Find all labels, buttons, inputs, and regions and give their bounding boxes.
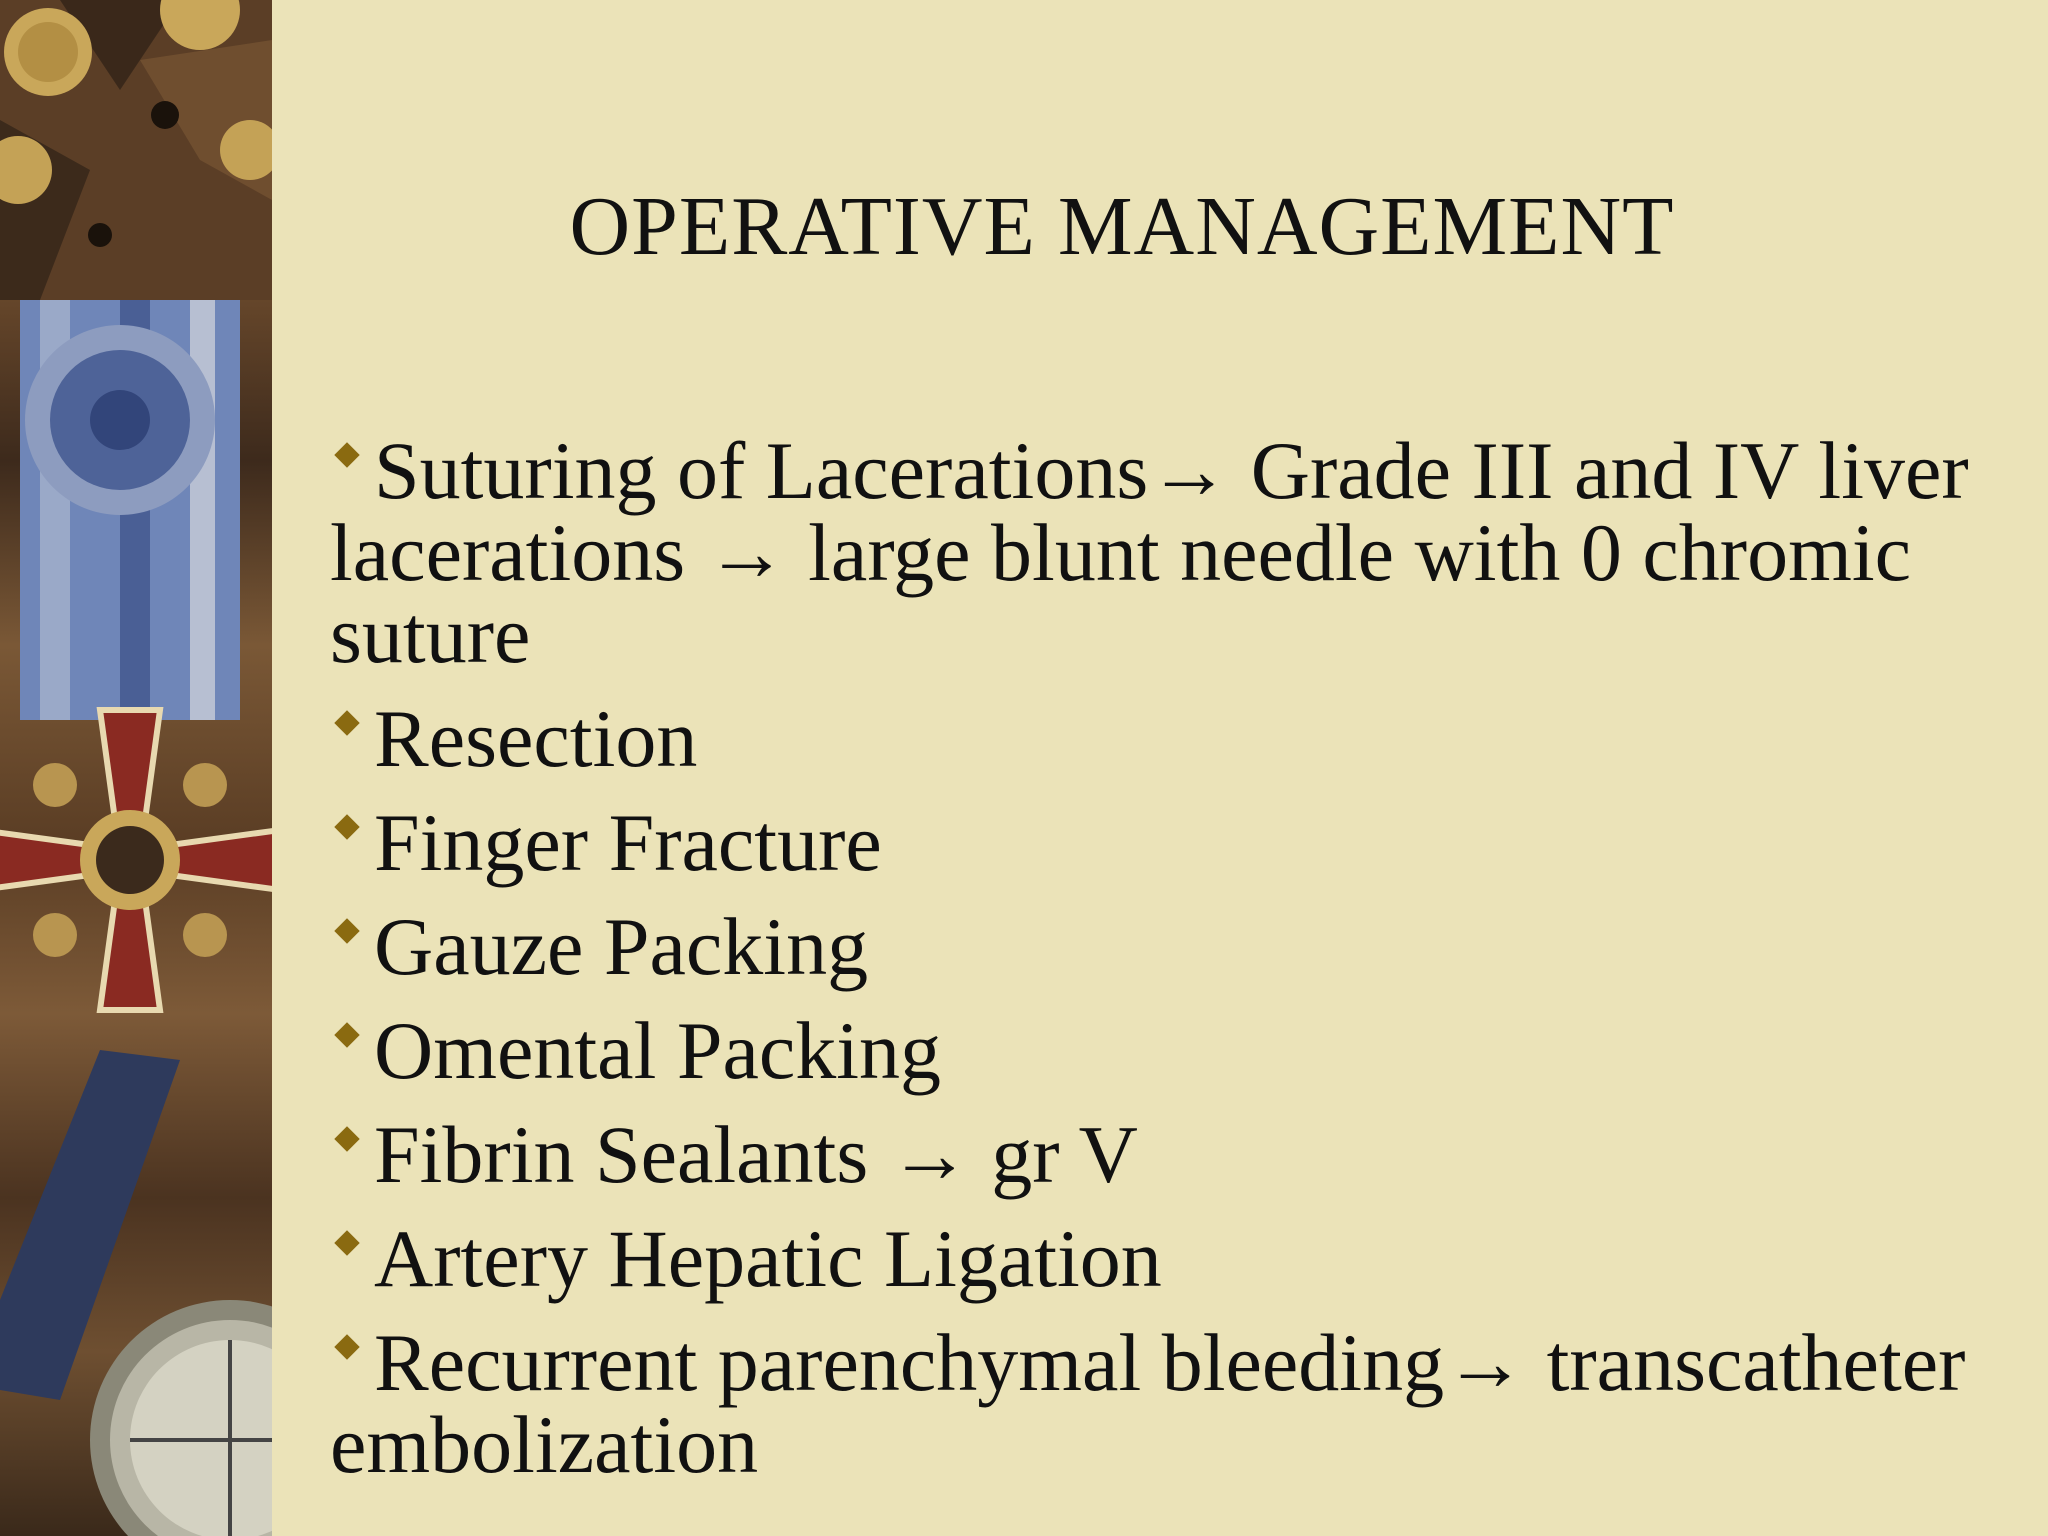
- bullet-item: [330, 901, 2010, 992]
- bullet-text: Resection: [374, 693, 698, 784]
- bullet-text: Omental Packing: [374, 1005, 942, 1096]
- diamond-bullet-icon: [334, 1126, 359, 1151]
- bullet-text: Finger Fracture: [374, 797, 882, 888]
- diamond-bullet-icon: [334, 1334, 359, 1359]
- bullet-text: Recurrent parenchymal bleeding→ transcatheter embolization: [330, 1317, 1966, 1490]
- bullet-list: [330, 425, 2010, 1508]
- bullet-item: [330, 797, 2010, 888]
- bullet-item: [330, 425, 2010, 680]
- diamond-bullet-icon: [334, 710, 359, 735]
- bullet-item: [330, 1213, 2010, 1304]
- diamond-bullet-icon: [334, 918, 359, 943]
- bullet-item: [330, 1005, 2010, 1096]
- medals-photo-graphic: [0, 0, 272, 1536]
- bullet-text: Artery Hepatic Ligation: [374, 1213, 1162, 1304]
- diamond-bullet-icon: [334, 442, 359, 467]
- bullet-item: [330, 693, 2010, 784]
- bullet-item: [330, 1317, 2010, 1490]
- diamond-bullet-icon: [334, 1022, 359, 1047]
- bullet-text: Gauze Packing: [374, 901, 869, 992]
- slide-title: OPERATIVE MANAGEMENT: [569, 180, 1675, 273]
- decorative-medals-photo: [0, 0, 272, 1536]
- diamond-bullet-icon: [334, 1230, 359, 1255]
- bullet-text: Fibrin Sealants → gr V: [374, 1109, 1138, 1200]
- diamond-bullet-icon: [334, 814, 359, 839]
- bullet-text: Suturing of Lacerations→ Grade III and IV liver lacerations → large blunt needle with 0 chromic suture: [330, 425, 1969, 680]
- bullet-item: [330, 1109, 2010, 1200]
